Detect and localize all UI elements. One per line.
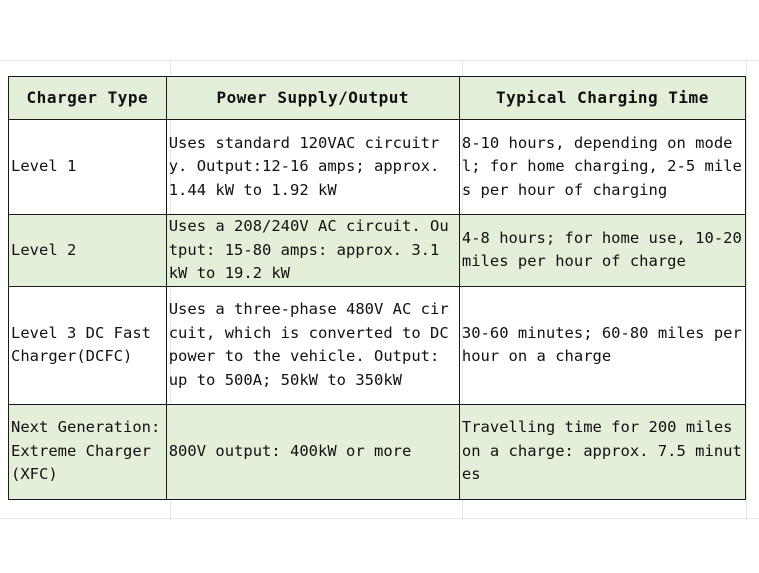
header-charging-time[interactable]: Typical Charging Time <box>459 77 745 120</box>
sheet-gridline <box>0 60 759 61</box>
sheet-gridline <box>746 60 747 520</box>
table-header-row <box>9 77 746 120</box>
cell-charger-type[interactable]: Level 3 DC Fast Charger(DCFC) <box>9 286 167 404</box>
sheet-gridline <box>0 518 759 519</box>
cell-charging-time[interactable]: 4-8 hours; for home use, 10-20 miles per hour of charge <box>459 215 745 287</box>
cell-charging-time[interactable]: Travelling time for 200 miles on a charge: approx. 7.5 minutes <box>459 404 745 499</box>
header-power-supply[interactable]: Power Supply/Output <box>166 77 459 120</box>
cell-charger-type[interactable]: Level 1 <box>9 120 167 215</box>
cell-power-supply[interactable]: Uses a 208/240V AC circuit. Output: 15-80 amps: approx. 3.1 kW to 19.2 kW <box>166 215 459 287</box>
table-row <box>9 404 746 499</box>
cell-power-supply[interactable]: Uses a three-phase 480V AC circuit, which is converted to DC power to the vehicle. Output: up to 500A; 50kW to 350kW <box>166 286 459 404</box>
cell-charging-time[interactable]: 30-60 minutes; 60-80 miles per hour on a charge <box>459 286 745 404</box>
table-row <box>9 215 746 287</box>
charger-comparison-table <box>8 76 746 500</box>
table-row <box>9 120 746 215</box>
cell-power-supply[interactable]: Uses standard 120VAC circuitry. Output:12-16 amps; approx. 1.44 kW to 1.92 kW <box>166 120 459 215</box>
cell-charger-type[interactable]: Next Generation:Extreme Charger(XFC) <box>9 404 167 499</box>
header-charger-type[interactable]: Charger Type <box>9 77 167 120</box>
cell-charger-type[interactable]: Level 2 <box>9 215 167 287</box>
cell-charging-time[interactable]: 8-10 hours, depending on model; for home charging, 2-5 miles per hour of charging <box>459 120 745 215</box>
cell-power-supply[interactable]: 800V output: 400kW or more <box>166 404 459 499</box>
table-row <box>9 286 746 404</box>
